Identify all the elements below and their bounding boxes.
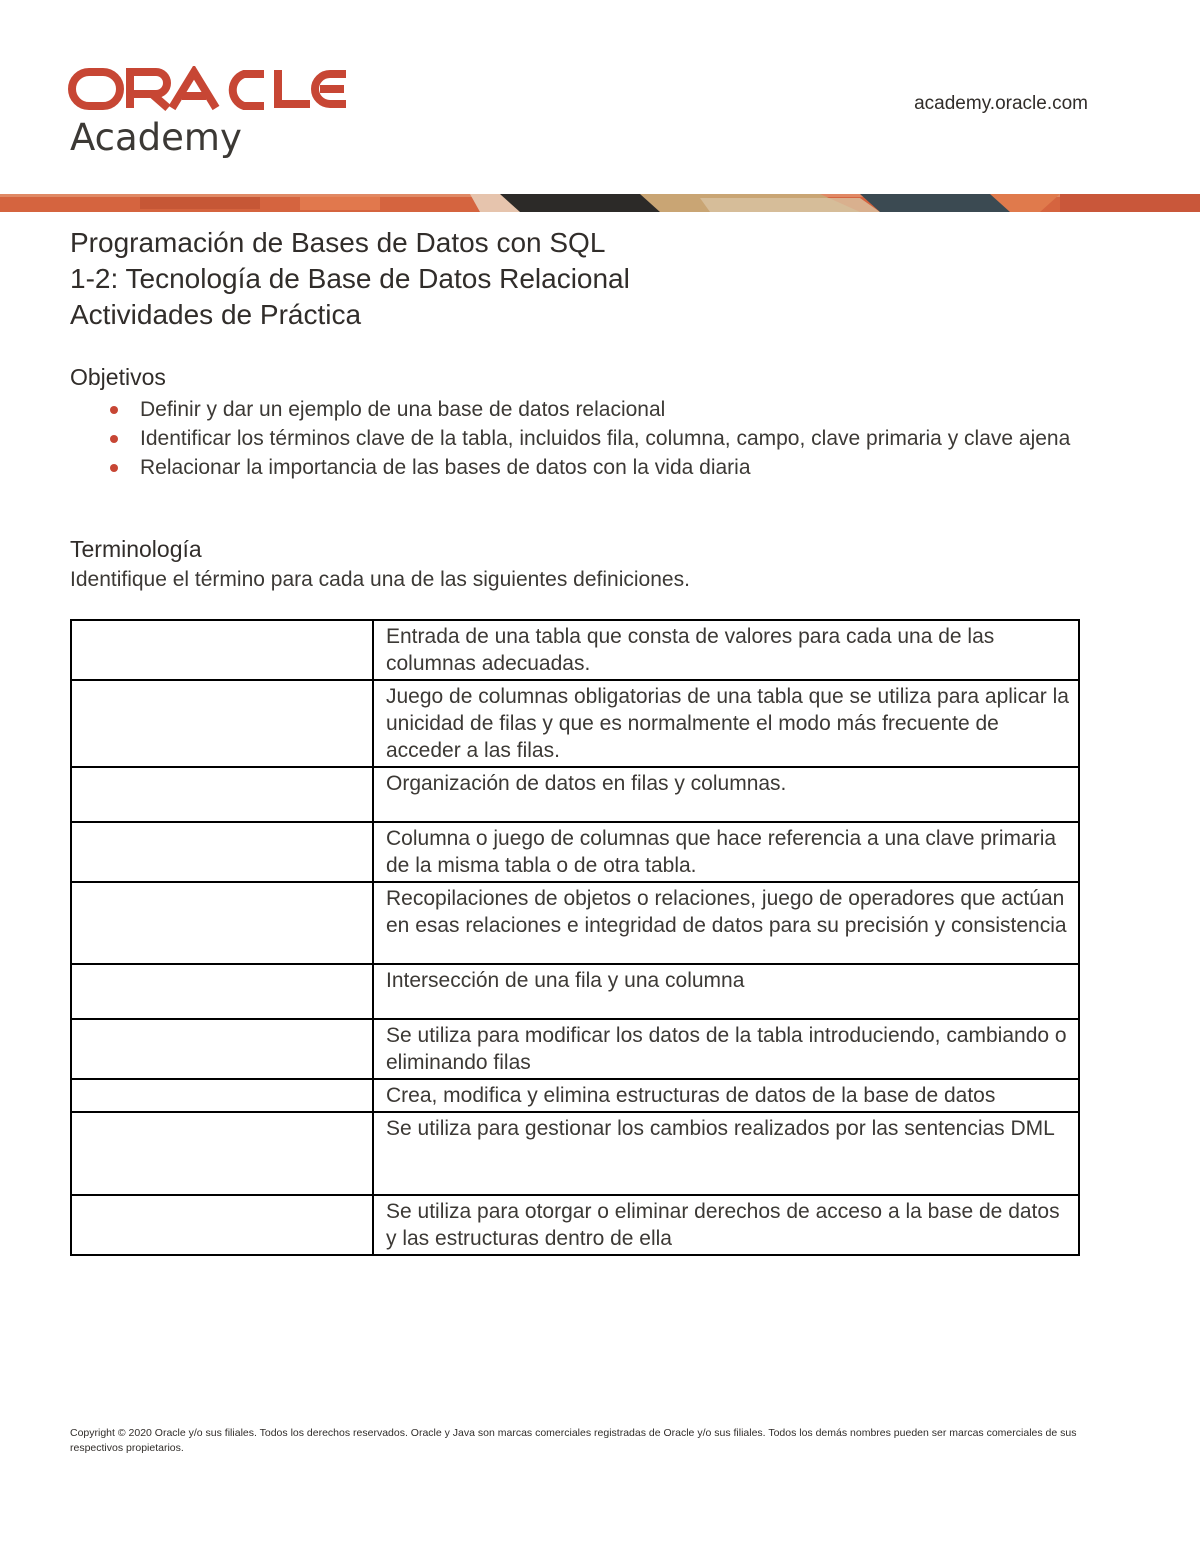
term-answer-cell[interactable] — [71, 822, 373, 882]
table-row — [71, 882, 1079, 964]
definition-cell: Recopilaciones de objetos o relaciones, juego de operadores que actúan en esas relaciones e integridad de datos para su precisión y consistencia — [373, 882, 1079, 964]
table-row — [71, 1079, 1079, 1112]
table-row — [71, 767, 1079, 822]
term-answer-cell[interactable] — [71, 1112, 373, 1195]
objective-item — [70, 454, 1130, 481]
bullet-icon — [110, 464, 118, 472]
terminology-instructions: Identifique el término para cada una de las siguientes definiciones. — [70, 568, 690, 591]
document-titles — [70, 225, 1120, 333]
course-title: Programación de Bases de Datos con SQL — [70, 227, 606, 258]
term-answer-cell[interactable] — [71, 1019, 373, 1079]
table-row — [71, 1195, 1079, 1255]
definition-cell: Juego de columnas obligatorias de una tabla que se utiliza para aplicar la unicidad de filas y que es normalmente el modo más frecuente de acceder a las filas. — [373, 680, 1079, 767]
oracle-logo — [68, 66, 350, 112]
bullet-icon — [110, 435, 118, 443]
terminology-table — [70, 619, 1080, 1256]
objective-text: Relacionar la importancia de las bases de datos con la vida diaria — [140, 456, 751, 479]
objective-item — [70, 425, 1130, 452]
table-row — [71, 1019, 1079, 1079]
activity-title: Actividades de Práctica — [70, 299, 362, 330]
table-row — [71, 1112, 1079, 1195]
objective-text: Definir y dar un ejemplo de una base de datos relacional — [140, 398, 666, 421]
objectives-heading: Objetivos — [70, 364, 166, 390]
objective-text: Identificar los términos clave de la tabla, incluidos fila, columna, campo, clave primaria y clave ajena — [140, 427, 1071, 450]
definition-cell: Organización de datos en filas y columnas. — [373, 767, 1079, 822]
term-answer-cell[interactable] — [71, 767, 373, 822]
copyright-notice: Copyright © 2020 Oracle y/o sus filiales. Todos los derechos reservados. Oracle y Java son marcas comerciales registradas de Oracle y/o sus filiales. Todos los demás nombres pueden ser marcas comerciales de sus respectivos propietarios. — [70, 1427, 1077, 1454]
term-answer-cell[interactable] — [71, 964, 373, 1019]
objective-item — [70, 396, 1130, 423]
term-answer-cell[interactable] — [71, 680, 373, 767]
term-answer-cell[interactable] — [71, 1195, 373, 1255]
decorative-banner — [0, 194, 1200, 212]
term-answer-cell[interactable] — [71, 882, 373, 964]
definition-cell: Columna o juego de columnas que hace referencia a una clave primaria de la misma tabla o de otra tabla. — [373, 822, 1079, 882]
table-row — [71, 680, 1079, 767]
academy-url[interactable]: academy.oracle.com — [914, 93, 1088, 114]
definition-cell: Intersección de una fila y una columna — [373, 964, 1079, 1019]
term-answer-cell[interactable] — [71, 620, 373, 680]
table-row — [71, 620, 1079, 680]
definition-cell: Se utiliza para gestionar los cambios realizados por las sentencias DML — [373, 1112, 1079, 1195]
academy-label: Academy — [70, 116, 242, 159]
lesson-title: 1-2: Tecnología de Base de Datos Relacional — [70, 263, 630, 294]
definition-cell: Se utiliza para otorgar o eliminar derechos de acceso a la base de datos y las estructuras dentro de ella — [373, 1195, 1079, 1255]
definition-cell: Entrada de una tabla que consta de valores para cada una de las columnas adecuadas. — [373, 620, 1079, 680]
table-row — [71, 822, 1079, 882]
bullet-icon — [110, 406, 118, 414]
objectives-list — [70, 396, 1130, 483]
table-row — [71, 964, 1079, 1019]
term-answer-cell[interactable] — [71, 1079, 373, 1112]
definition-cell: Se utiliza para modificar los datos de la tabla introduciendo, cambiando o eliminando filas — [373, 1019, 1079, 1079]
terminology-heading: Terminología — [70, 536, 202, 562]
definition-cell: Crea, modifica y elimina estructuras de datos de la base de datos — [373, 1079, 1079, 1112]
